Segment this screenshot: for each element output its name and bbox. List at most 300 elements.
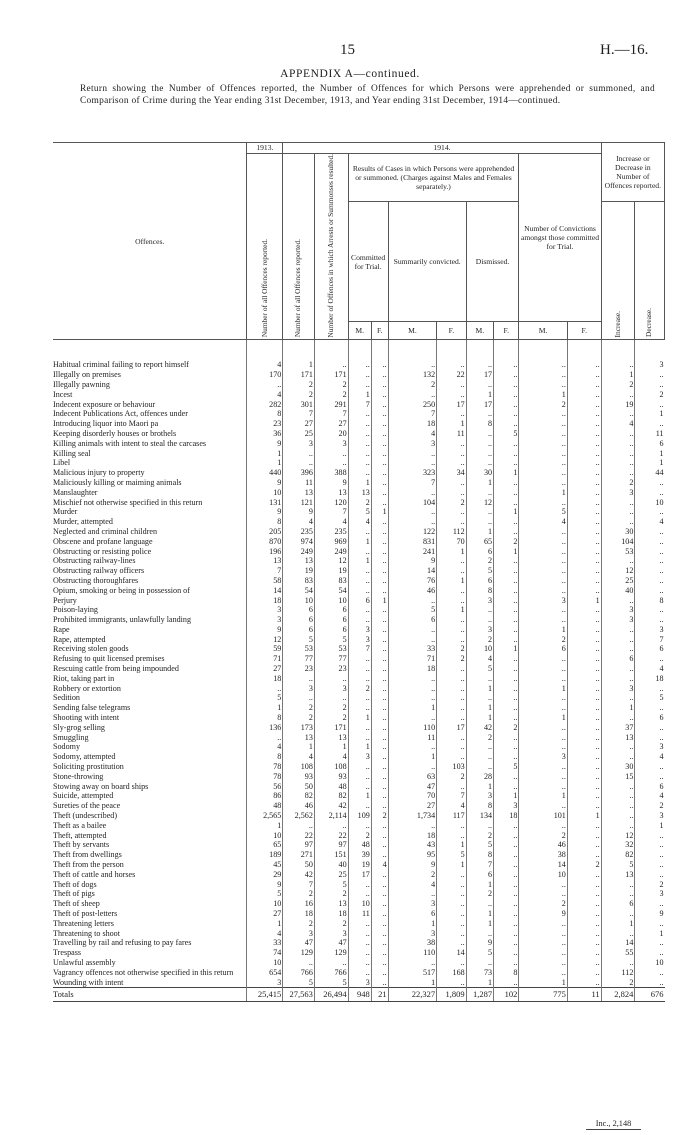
table-cell: 3 — [466, 791, 493, 801]
table-cell: 82 — [601, 850, 635, 860]
table-cell: 28 — [466, 772, 493, 782]
table-cell: .. — [567, 968, 601, 978]
increase-decrease-header: Increase or Decrease in Number of Offences reported. — [601, 143, 664, 202]
table-cell: 63 — [388, 772, 436, 782]
table-cell: 23 — [283, 664, 315, 674]
table-cell: .. — [388, 742, 436, 752]
table-row — [53, 674, 665, 684]
table-cell: 82 — [314, 791, 348, 801]
table-cell: 235 — [283, 527, 315, 537]
table-cell: 58 — [247, 576, 283, 586]
table-cell: .. — [567, 782, 601, 792]
table-cell: 5 — [314, 880, 348, 890]
offence-name: Obscene and profane language — [53, 536, 153, 546]
table-cell: .. — [371, 537, 388, 547]
table-cell: .. — [635, 537, 665, 547]
table-row — [53, 419, 665, 429]
table-cell: .. — [437, 439, 467, 449]
table-cell: 2 — [437, 644, 467, 654]
table-cell: .. — [494, 860, 519, 870]
table-cell: 9 — [519, 909, 567, 919]
table-cell: .. — [567, 821, 601, 831]
table-cell: .. — [437, 449, 467, 459]
table-cell: .. — [388, 674, 436, 684]
table-cell: 2 — [371, 811, 388, 821]
table-cell: 235 — [314, 527, 348, 537]
table-cell: .. — [371, 978, 388, 988]
table-row — [53, 488, 665, 498]
table-cell: .. — [494, 752, 519, 762]
table-cell: 6 — [601, 899, 635, 909]
table-cell: 1 — [466, 478, 493, 488]
table-cell: .. — [519, 380, 567, 390]
table-row — [53, 586, 665, 596]
table-row — [53, 713, 665, 723]
table-cell: 23 — [247, 419, 283, 429]
offence-name: Theft of cattle and horses — [53, 869, 136, 879]
table-cell: 241 — [388, 547, 436, 557]
table-cell: 9 — [635, 909, 665, 919]
offence-name: Refusing to quit licensed premises — [53, 654, 165, 664]
table-cell: .. — [601, 821, 635, 831]
table-cell: .. — [348, 929, 371, 939]
table-cell: 4 — [466, 654, 493, 664]
table-cell: .. — [601, 713, 635, 723]
table-cell: .. — [567, 801, 601, 811]
table-cell: .. — [371, 498, 388, 508]
increase-header: Increase. — [601, 201, 635, 340]
table-cell: 10 — [283, 596, 315, 606]
table-row — [53, 821, 665, 831]
table-cell: .. — [567, 742, 601, 752]
table-cell: .. — [635, 723, 665, 733]
table-cell: .. — [348, 429, 371, 439]
table-cell: 45 — [247, 860, 283, 870]
table-cell: 95 — [388, 850, 436, 860]
table-cell: 6 — [314, 625, 348, 635]
table-cell: .. — [519, 674, 567, 684]
table-cell: .. — [371, 625, 388, 635]
offence-name: Theft (undescribed) — [53, 811, 118, 821]
table-cell: 8 — [247, 409, 283, 419]
table-cell: 18 — [247, 596, 283, 606]
table-cell: 4 — [247, 390, 283, 400]
table-cell: .. — [519, 958, 567, 968]
table-cell: 388 — [314, 468, 348, 478]
offence-name: Indecent Publications Act, offences under — [53, 409, 188, 419]
table-cell: 3 — [348, 635, 371, 645]
table-cell: .. — [635, 860, 665, 870]
table-cell: 22 — [283, 831, 315, 841]
table-row — [53, 644, 665, 654]
table-cell: .. — [494, 831, 519, 841]
table-cell: 6 — [283, 615, 315, 625]
table-cell: 969 — [314, 537, 348, 547]
table-cell: .. — [371, 409, 388, 419]
table-cell: .. — [283, 458, 315, 468]
table-cell: .. — [635, 654, 665, 664]
table-cell: .. — [371, 674, 388, 684]
table-cell: 8 — [466, 850, 493, 860]
offence-name: Theft, attempted — [53, 830, 107, 840]
table-cell: 13 — [314, 488, 348, 498]
table-cell: .. — [371, 831, 388, 841]
table-cell: .. — [283, 693, 315, 703]
table-cell: 17 — [466, 370, 493, 380]
table-cell: 1 — [348, 478, 371, 488]
table-cell: .. — [348, 370, 371, 380]
table-cell: .. — [601, 742, 635, 752]
table-cell: 6 — [635, 439, 665, 449]
table-cell: 1 — [388, 919, 436, 929]
table-cell: 4 — [247, 929, 283, 939]
table-cell: .. — [567, 752, 601, 762]
table-cell: 1 — [494, 644, 519, 654]
table-cell: .. — [494, 576, 519, 586]
table-cell: .. — [348, 889, 371, 899]
table-cell: 46 — [283, 801, 315, 811]
table-cell: .. — [437, 880, 467, 890]
table-cell: .. — [371, 684, 388, 694]
table-cell: .. — [519, 772, 567, 782]
table-row — [53, 850, 665, 860]
table-cell: 3 — [635, 889, 665, 899]
table-cell: 1 — [371, 507, 388, 517]
table-cell: 136 — [247, 723, 283, 733]
table-cell: .. — [635, 684, 665, 694]
table-cell: 19 — [314, 566, 348, 576]
table-cell: .. — [371, 605, 388, 615]
table-cell: 13 — [314, 899, 348, 909]
table-cell: .. — [494, 409, 519, 419]
table-cell: .. — [371, 840, 388, 850]
offence-name: Illegally pawning — [53, 379, 110, 389]
arrests-header: Number of Offences in which Arrests or Summonses resulted. — [314, 153, 348, 340]
table-cell: 3 — [519, 752, 567, 762]
table-cell: 122 — [388, 527, 436, 537]
table-cell: 59 — [247, 644, 283, 654]
table-cell: .. — [635, 978, 665, 988]
table-cell: 38 — [519, 850, 567, 860]
table-cell: 11 — [388, 733, 436, 743]
table-cell: .. — [494, 390, 519, 400]
table-cell: 4 — [519, 517, 567, 527]
table-cell: 10 — [247, 831, 283, 841]
offence-name: Sending false telegrams — [53, 703, 131, 713]
table-cell: .. — [567, 978, 601, 988]
table-cell: 54 — [314, 586, 348, 596]
table-cell: .. — [567, 556, 601, 566]
table-cell: .. — [348, 586, 371, 596]
table-cell: .. — [371, 801, 388, 811]
table-cell: .. — [348, 566, 371, 576]
table-cell: 1 — [437, 860, 467, 870]
offence-name: Trespass — [53, 948, 82, 958]
table-cell: 32 — [601, 840, 635, 850]
table-cell: 13 — [283, 556, 315, 566]
offence-name: Smuggling — [53, 732, 89, 742]
table-cell: 2 — [283, 889, 315, 899]
table-cell: .. — [494, 782, 519, 792]
offences-table — [53, 142, 665, 1002]
table-cell: 10 — [466, 644, 493, 654]
offence-name: Vagrancy offences not otherwise specified in this return — [53, 967, 234, 977]
results-header: Results of Cases in which Persons were apprehended or summoned. (Charges against Males and Females separately.) — [348, 153, 519, 201]
table-cell: .. — [437, 703, 467, 713]
table-cell: .. — [494, 840, 519, 850]
table-cell: .. — [567, 605, 601, 615]
table-cell: .. — [437, 938, 467, 948]
table-cell: 2 — [437, 498, 467, 508]
offence-name: Theft from the person — [53, 860, 124, 870]
table-cell: .. — [388, 488, 436, 498]
table-cell: 50 — [283, 782, 315, 792]
offences-header: Offences. — [53, 143, 247, 340]
table-cell: 18 — [283, 909, 315, 919]
table-cell: .. — [494, 919, 519, 929]
offence-name: Rape — [53, 624, 70, 634]
table-cell: 19 — [601, 400, 635, 410]
table-cell: 5 — [283, 635, 315, 645]
table-cell: 56 — [247, 782, 283, 792]
table-cell: .. — [635, 586, 665, 596]
table-cell: 2 — [388, 380, 436, 390]
offence-name: Sodomy, attempted — [53, 752, 116, 762]
table-cell: .. — [519, 664, 567, 674]
table-cell: 109 — [348, 811, 371, 821]
table-cell: .. — [466, 439, 493, 449]
table-cell: .. — [519, 801, 567, 811]
table-cell: .. — [567, 635, 601, 645]
table-cell: .. — [494, 596, 519, 606]
table-cell: 196 — [247, 547, 283, 557]
table-cell: .. — [437, 615, 467, 625]
table-cell: 5 — [466, 566, 493, 576]
table-cell: 10 — [635, 958, 665, 968]
table-cell: 3 — [388, 439, 436, 449]
table-cell: 4 — [348, 517, 371, 527]
table-cell: .. — [466, 449, 493, 459]
table-cell: .. — [635, 703, 665, 713]
table-cell: .. — [437, 586, 467, 596]
table-cell: .. — [348, 664, 371, 674]
table-cell: .. — [437, 958, 467, 968]
table-cell: 83 — [314, 576, 348, 586]
summarily-f-header: F. — [437, 322, 467, 340]
offence-name: Riot, taking part in — [53, 673, 115, 683]
table-cell: .. — [519, 919, 567, 929]
table-cell: 27 — [247, 909, 283, 919]
table-cell: .. — [437, 478, 467, 488]
table-cell: .. — [437, 409, 467, 419]
table-cell: 9 — [388, 556, 436, 566]
table-cell: .. — [567, 958, 601, 968]
table-cell: .. — [371, 586, 388, 596]
table-cell: .. — [466, 752, 493, 762]
table-cell: 7 — [388, 478, 436, 488]
table-cell: 53 — [601, 547, 635, 557]
table-row — [53, 899, 665, 909]
table-cell: 1 — [466, 703, 493, 713]
table-cell: .. — [437, 742, 467, 752]
table-cell: .. — [519, 880, 567, 890]
table-cell: 110 — [388, 948, 436, 958]
table-cell: .. — [466, 429, 493, 439]
table-cell: .. — [519, 449, 567, 459]
table-row — [53, 409, 665, 419]
table-cell: .. — [567, 733, 601, 743]
table-cell: .. — [466, 615, 493, 625]
table-cell: .. — [283, 821, 315, 831]
table-cell: 10 — [635, 498, 665, 508]
table-cell: .. — [371, 958, 388, 968]
table-cell: 3 — [388, 929, 436, 939]
table-cell: 8 — [466, 801, 493, 811]
offence-name: Threatening letters — [53, 918, 114, 928]
offence-name: Obstructing or resisting police — [53, 546, 152, 556]
table-cell: .. — [494, 733, 519, 743]
offence-name: Obstructing railway-lines — [53, 556, 136, 566]
table-cell: .. — [519, 458, 567, 468]
table-cell: 4 — [283, 752, 315, 762]
table-cell: .. — [437, 380, 467, 390]
table-cell: .. — [494, 586, 519, 596]
table-row — [53, 556, 665, 566]
offence-name: Rescuing cattle from being impounded — [53, 664, 179, 674]
table-cell: 8 — [494, 968, 519, 978]
table-cell: 168 — [437, 968, 467, 978]
table-cell: .. — [494, 527, 519, 537]
table-row — [53, 654, 665, 664]
table-cell: 131 — [247, 498, 283, 508]
table-cell: .. — [494, 370, 519, 380]
table-cell: 18 — [388, 664, 436, 674]
table-cell: 6 — [388, 909, 436, 919]
table-row — [53, 870, 665, 880]
table-cell: 3 — [348, 625, 371, 635]
table-cell: .. — [567, 674, 601, 684]
table-row — [53, 605, 665, 615]
table-cell: .. — [601, 801, 635, 811]
table-cell: 14 — [247, 586, 283, 596]
offence-name: Sureties of the peace — [53, 801, 121, 811]
table-cell: 1 — [466, 880, 493, 890]
table-cell: .. — [348, 948, 371, 958]
table-cell: 171 — [283, 370, 315, 380]
table-cell: .. — [519, 360, 567, 370]
table-cell: .. — [437, 674, 467, 684]
table-cell: .. — [494, 517, 519, 527]
table-cell: 30 — [601, 762, 635, 772]
table-cell: .. — [519, 468, 567, 478]
table-cell: .. — [601, 811, 635, 821]
table-cell: 7 — [348, 644, 371, 654]
table-cell: 2 — [314, 713, 348, 723]
table-cell: .. — [371, 899, 388, 909]
table-cell: .. — [519, 576, 567, 586]
table-row — [53, 664, 665, 674]
table-cell: 5 — [247, 889, 283, 899]
table-row — [53, 693, 665, 703]
table-cell: .. — [494, 488, 519, 498]
totals-row — [53, 988, 665, 1002]
table-cell: 27,563 — [283, 988, 315, 1002]
table-cell: 18 — [388, 419, 436, 429]
table-cell: 4 — [371, 860, 388, 870]
table-cell: .. — [567, 654, 601, 664]
table-cell: 6 — [635, 713, 665, 723]
table-cell: .. — [348, 360, 371, 370]
table-cell: .. — [371, 742, 388, 752]
table-cell: 9 — [388, 860, 436, 870]
table-cell: 173 — [283, 723, 315, 733]
table-row — [53, 860, 665, 870]
table-cell: .. — [371, 850, 388, 860]
table-cell: 3 — [314, 929, 348, 939]
offence-name: Robbery or extortion — [53, 683, 121, 693]
table-cell: .. — [371, 370, 388, 380]
table-cell: 12 — [314, 556, 348, 566]
table-cell: 102 — [494, 988, 519, 1002]
table-cell: .. — [567, 850, 601, 860]
table-cell: 12 — [601, 831, 635, 841]
table-cell: 11 — [635, 429, 665, 439]
table-cell: 1 — [635, 409, 665, 419]
table-cell: 775 — [519, 988, 567, 1002]
table-cell: .. — [388, 713, 436, 723]
table-cell: .. — [314, 458, 348, 468]
table-cell: 121 — [283, 498, 315, 508]
table-cell: .. — [437, 566, 467, 576]
table-cell: 1 — [567, 811, 601, 821]
table-cell: 2 — [283, 390, 315, 400]
table-cell: 4 — [314, 752, 348, 762]
table-cell: 6 — [466, 576, 493, 586]
table-row — [53, 723, 665, 733]
table-cell: 36 — [247, 429, 283, 439]
table-cell: 1 — [348, 556, 371, 566]
table-cell: 2 — [314, 919, 348, 929]
table-cell: 2 — [388, 870, 436, 880]
table-cell: .. — [371, 703, 388, 713]
table-cell: 17 — [466, 400, 493, 410]
table-row — [53, 801, 665, 811]
table-cell: .. — [437, 596, 467, 606]
table-cell: 129 — [314, 948, 348, 958]
table-cell: 1 — [601, 703, 635, 713]
table-cell: 2 — [601, 478, 635, 488]
table-cell: .. — [519, 478, 567, 488]
table-cell: .. — [314, 674, 348, 684]
table-cell: 291 — [314, 400, 348, 410]
table-cell: 4 — [437, 801, 467, 811]
table-cell: 1 — [247, 458, 283, 468]
table-cell: .. — [635, 400, 665, 410]
offence-name: Theft of post-letters — [53, 909, 118, 918]
table-cell: .. — [494, 605, 519, 615]
decrease-header: Decrease. — [635, 201, 665, 340]
table-cell: 766 — [283, 968, 315, 978]
offence-name: Keeping disorderly houses or brothels — [53, 428, 177, 438]
table-cell: .. — [348, 468, 371, 478]
table-cell: .. — [519, 654, 567, 664]
table-cell: 76 — [388, 576, 436, 586]
offence-name: Theft from dwellings — [53, 850, 122, 860]
table-cell: 2 — [283, 919, 315, 929]
offence-name: Murder, attempted — [53, 517, 113, 527]
table-cell: 4 — [283, 517, 315, 527]
table-cell: 189 — [247, 850, 283, 860]
